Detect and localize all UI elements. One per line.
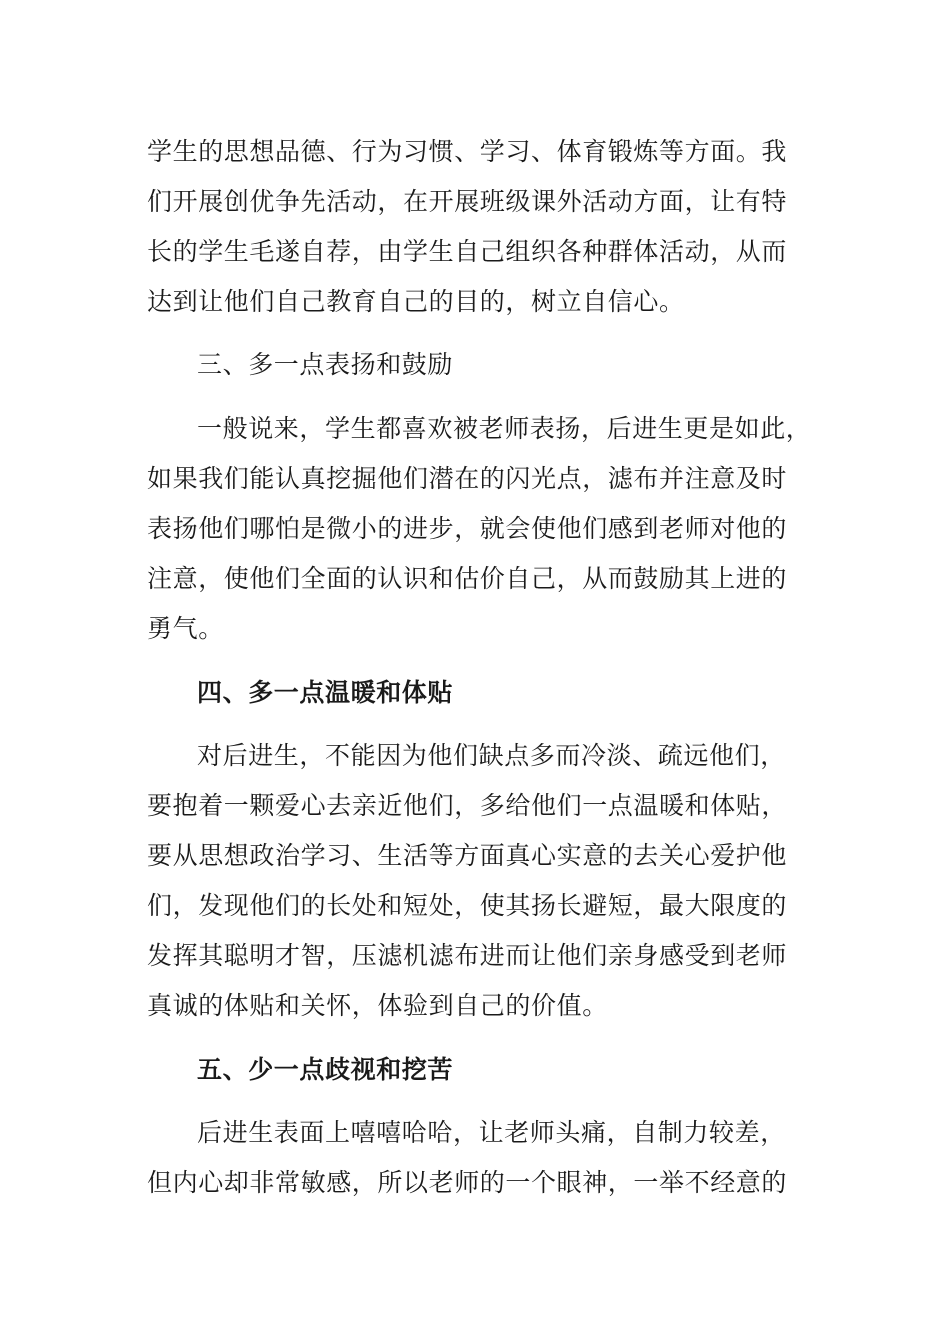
paragraph-line: 们，发现他们的长处和短处，使其扬长避短，最大限度的 [147, 891, 788, 920]
paragraph-line: 要从思想政治学习、生活等方面真心实意的去关心爱护他 [147, 841, 788, 870]
paragraph-line: 注意，使他们全面的认识和估价自己，从而鼓励其上进的 [147, 564, 788, 593]
paragraph-line: 勇气。 [147, 614, 224, 643]
paragraph-line: 们开展创优争先活动，在开展班级课外活动方面，让有特 [147, 187, 788, 216]
section-heading-3: 三、多一点表扬和鼓励 [197, 350, 454, 379]
paragraph-line: 长的学生毛遂自荐，由学生自己组织各种群体活动，从而 [147, 237, 788, 266]
paragraph-line: 学生的思想品德、行为习惯、学习、体育锻炼等方面。我 [147, 137, 788, 166]
paragraph-line: 但内心却非常敏感，所以老师的一个眼神，一举不经意的 [147, 1168, 788, 1197]
paragraph-line: 真诚的体贴和关怀，体验到自己的价值。 [147, 991, 608, 1020]
paragraph-line: 后进生表面上嘻嘻哈哈，让老师头痛，自制力较差， [197, 1118, 786, 1147]
section-heading-5: 五、少一点歧视和挖苦 [197, 1055, 454, 1084]
paragraph-line: 如果我们能认真挖掘他们潜在的闪光点，滤布并注意及时 [147, 464, 788, 493]
paragraph-line: 对后进生，不能因为他们缺点多而冷淡、疏远他们， [197, 741, 786, 770]
paragraph-line: 达到让他们自己教育自己的目的，树立自信心。 [147, 287, 685, 316]
paragraph-line: 要抱着一颗爱心去亲近他们，多给他们一点温暖和体贴， [147, 791, 788, 820]
section-heading-4: 四、多一点温暖和体贴 [197, 678, 454, 707]
paragraph-line: 表扬他们哪怕是微小的进步，就会使他们感到老师对他的 [147, 514, 788, 543]
paragraph-line: 发挥其聪明才智，压滤机滤布进而让他们亲身感受到老师 [147, 941, 788, 970]
paragraph-line: 一般说来，学生都喜欢被老师表扬，后进生更是如此， [197, 414, 812, 443]
